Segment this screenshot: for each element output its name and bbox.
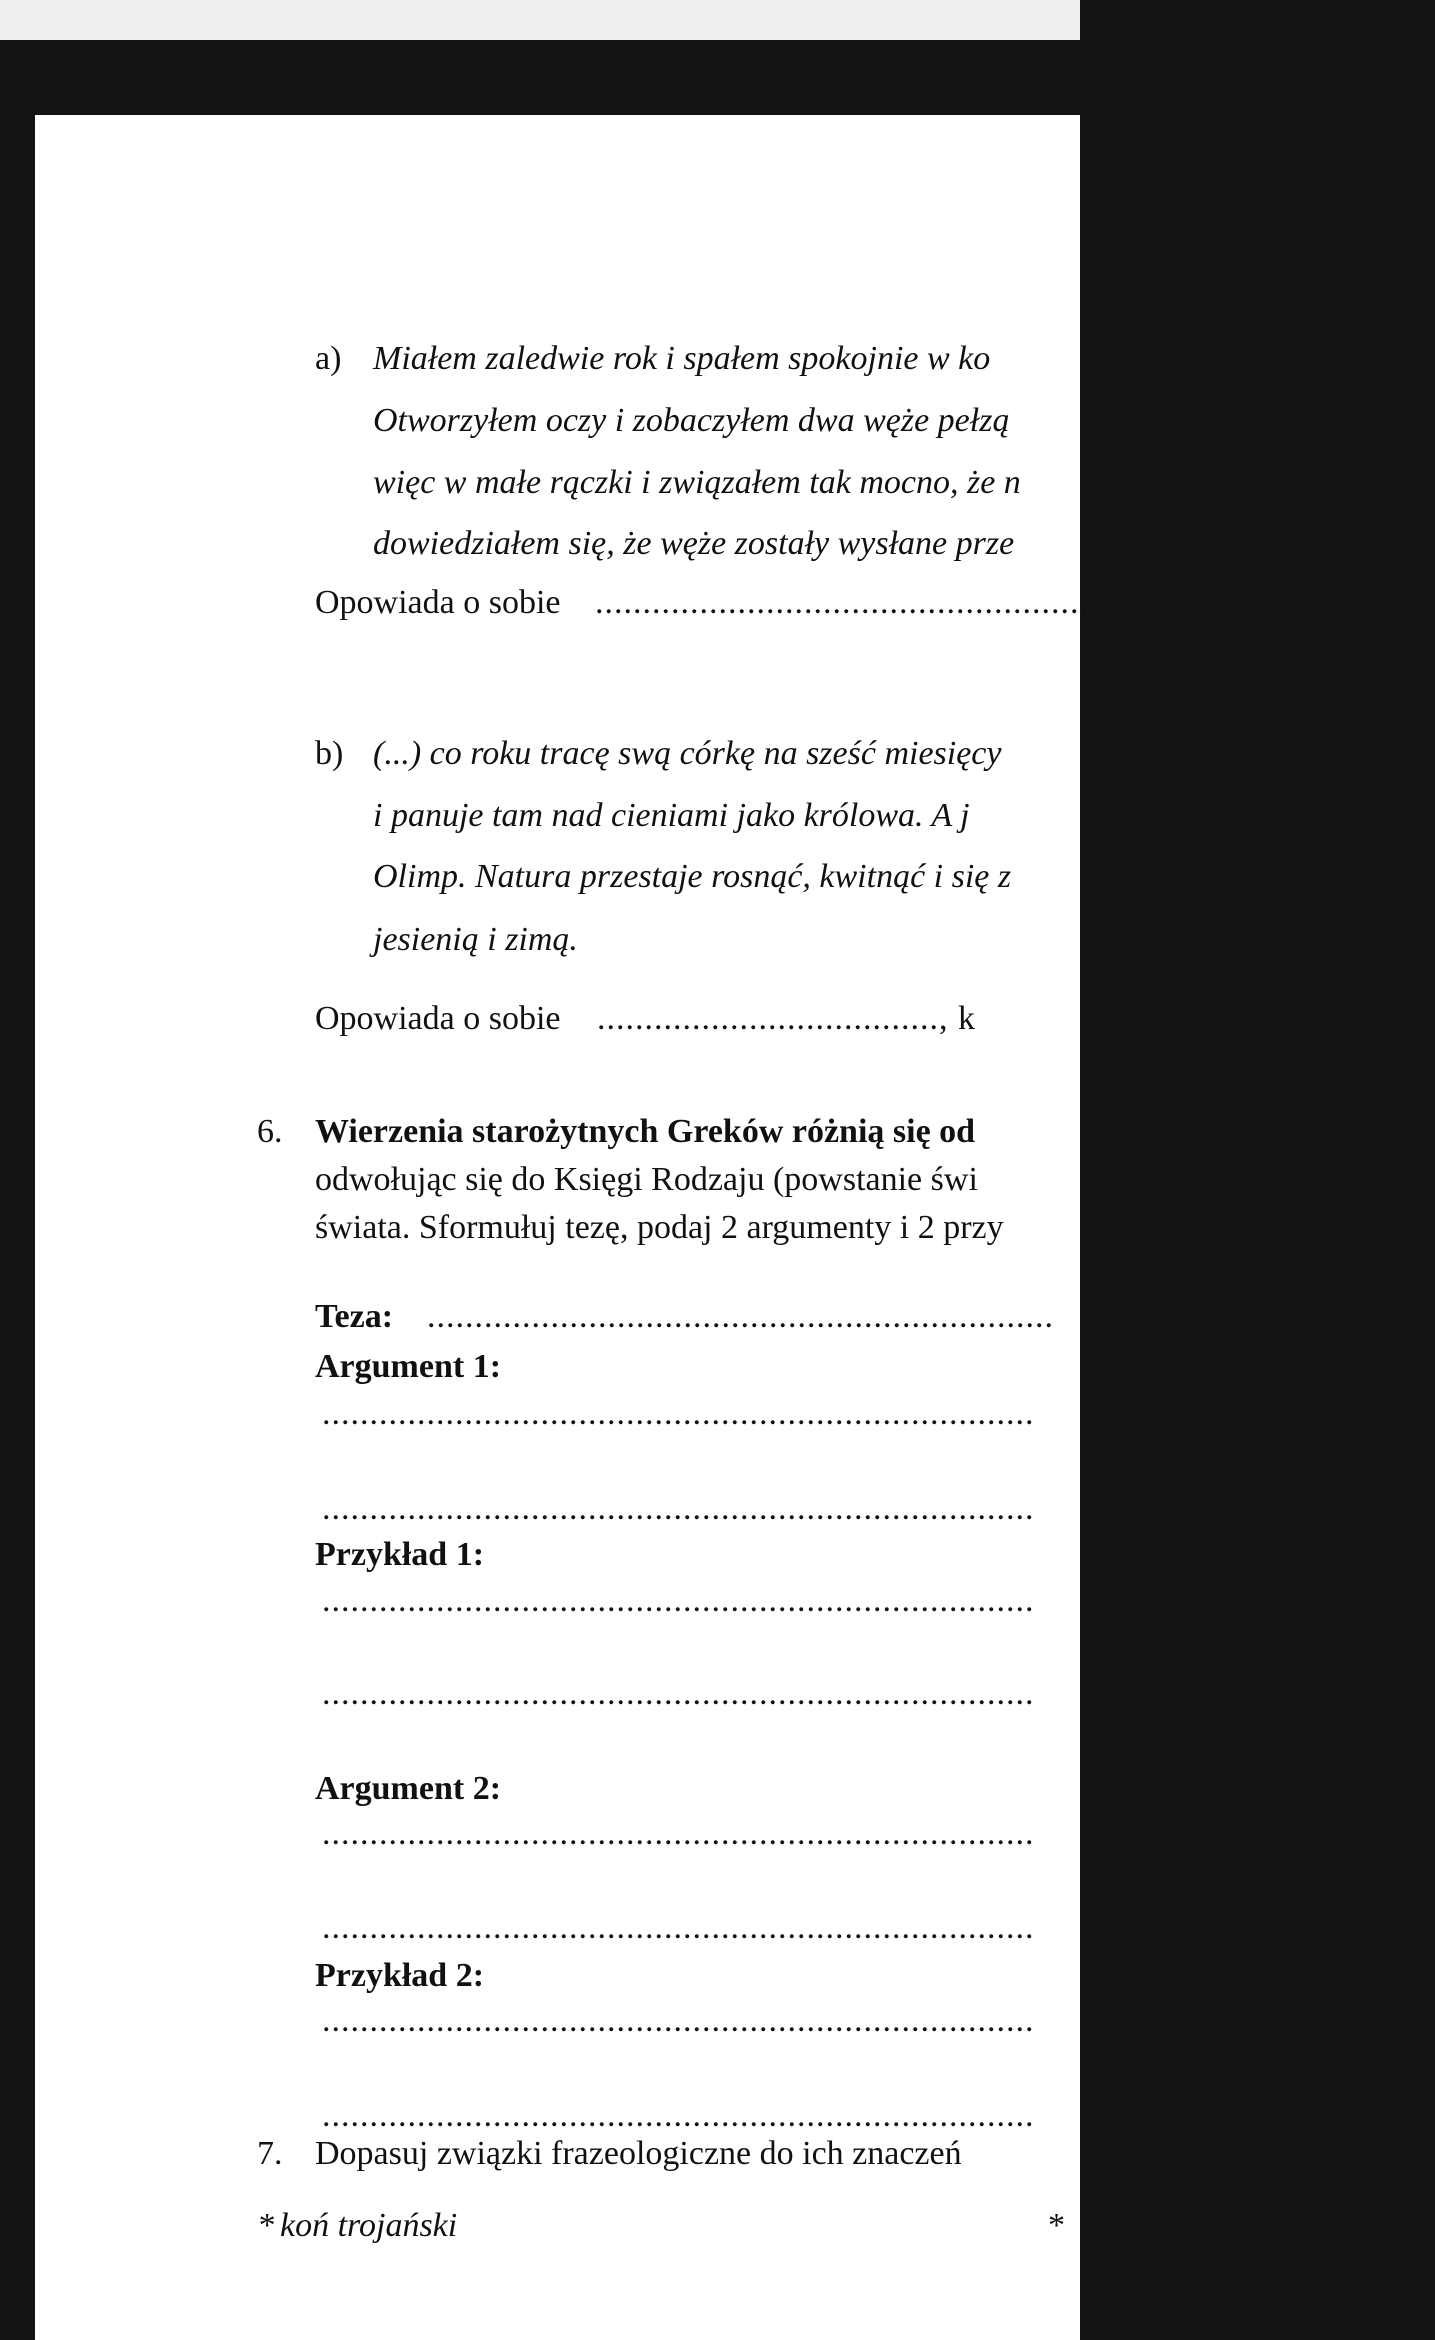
- teza-label: Teza:: [315, 1298, 394, 1335]
- meaning-bullet: *: [1048, 2207, 1065, 2244]
- example-1-blank-1[interactable]: ...........................................................................: [322, 1582, 1035, 1619]
- task-6-number: 6.: [257, 1113, 283, 1150]
- argument-1-blank-1[interactable]: ...........................................................................: [322, 1395, 1035, 1432]
- item-b-line-1: (...) co roku tracę swą córkę na sześć miesięcy: [373, 735, 1002, 772]
- argument-2-blank-2[interactable]: ...........................................................................: [322, 1909, 1035, 1946]
- argument-2-label: Argument 2:: [315, 1770, 502, 1807]
- item-b-answer-blank[interactable]: ...................................., k: [597, 1000, 976, 1037]
- task-7-number: 7.: [257, 2135, 283, 2172]
- argument-1-label: Argument 1:: [315, 1348, 502, 1385]
- argument-1-blank-2[interactable]: ...........................................................................: [322, 1490, 1035, 1527]
- task-6-title: Wierzenia starożytnych Greków różnią się od: [315, 1113, 976, 1150]
- example-2-blank-1[interactable]: ...........................................................................: [322, 2002, 1035, 2039]
- task-6-line-2: świata. Sformułuj tezę, podaj 2 argumenty i 2 przy: [315, 1209, 1004, 1246]
- item-a-line-2: Otworzyłem oczy i zobaczyłem dwa węże pełzą: [373, 402, 1010, 439]
- task-7-title: Dopasuj związki frazeologiczne do ich znaczeń: [315, 2135, 962, 2172]
- item-a-marker: a): [315, 340, 342, 377]
- task-6-line-1: odwołując się do Księgi Rodzaju (powstanie świ: [315, 1161, 978, 1198]
- phrase-kon-trojanski: koń trojański: [280, 2207, 458, 2244]
- item-a-line-1: Miałem zaledwie rok i spałem spokojnie w ko: [373, 340, 991, 377]
- argument-2-blank-1[interactable]: ...........................................................................: [322, 1815, 1035, 1852]
- top-strip: [0, 0, 1080, 40]
- item-b-line-3: Olimp. Natura przestaje rosnąć, kwitnąć i się z: [373, 858, 1012, 895]
- example-1-label: Przykład 1:: [315, 1536, 485, 1573]
- item-a-answer-blank[interactable]: ............................................................: [595, 584, 1165, 621]
- teza-blank[interactable]: ..................................................................: [427, 1298, 1054, 1335]
- document-page: [35, 115, 1165, 2340]
- item-a-line-3: więc w małe rączki i związałem tak mocno, że n: [373, 464, 1021, 501]
- example-1-blank-2[interactable]: ...........................................................................: [322, 1675, 1035, 1712]
- item-b-line-2: i panuje tam nad cieniami jako królowa. A j: [373, 797, 970, 834]
- example-2-label: Przykład 2:: [315, 1957, 485, 1994]
- item-a-answer-label: Opowiada o sobie: [315, 584, 561, 621]
- item-b-answer-label: Opowiada o sobie: [315, 1000, 561, 1037]
- phrase-bullet: *: [257, 2207, 274, 2244]
- example-2-blank-2[interactable]: ...........................................................................: [322, 2097, 1035, 2134]
- item-b-line-4: jesienią i zimą.: [373, 921, 578, 958]
- item-a-line-4: dowiedziałem się, że węże zostały wysłane prze: [373, 525, 1015, 562]
- item-b-marker: b): [315, 735, 344, 772]
